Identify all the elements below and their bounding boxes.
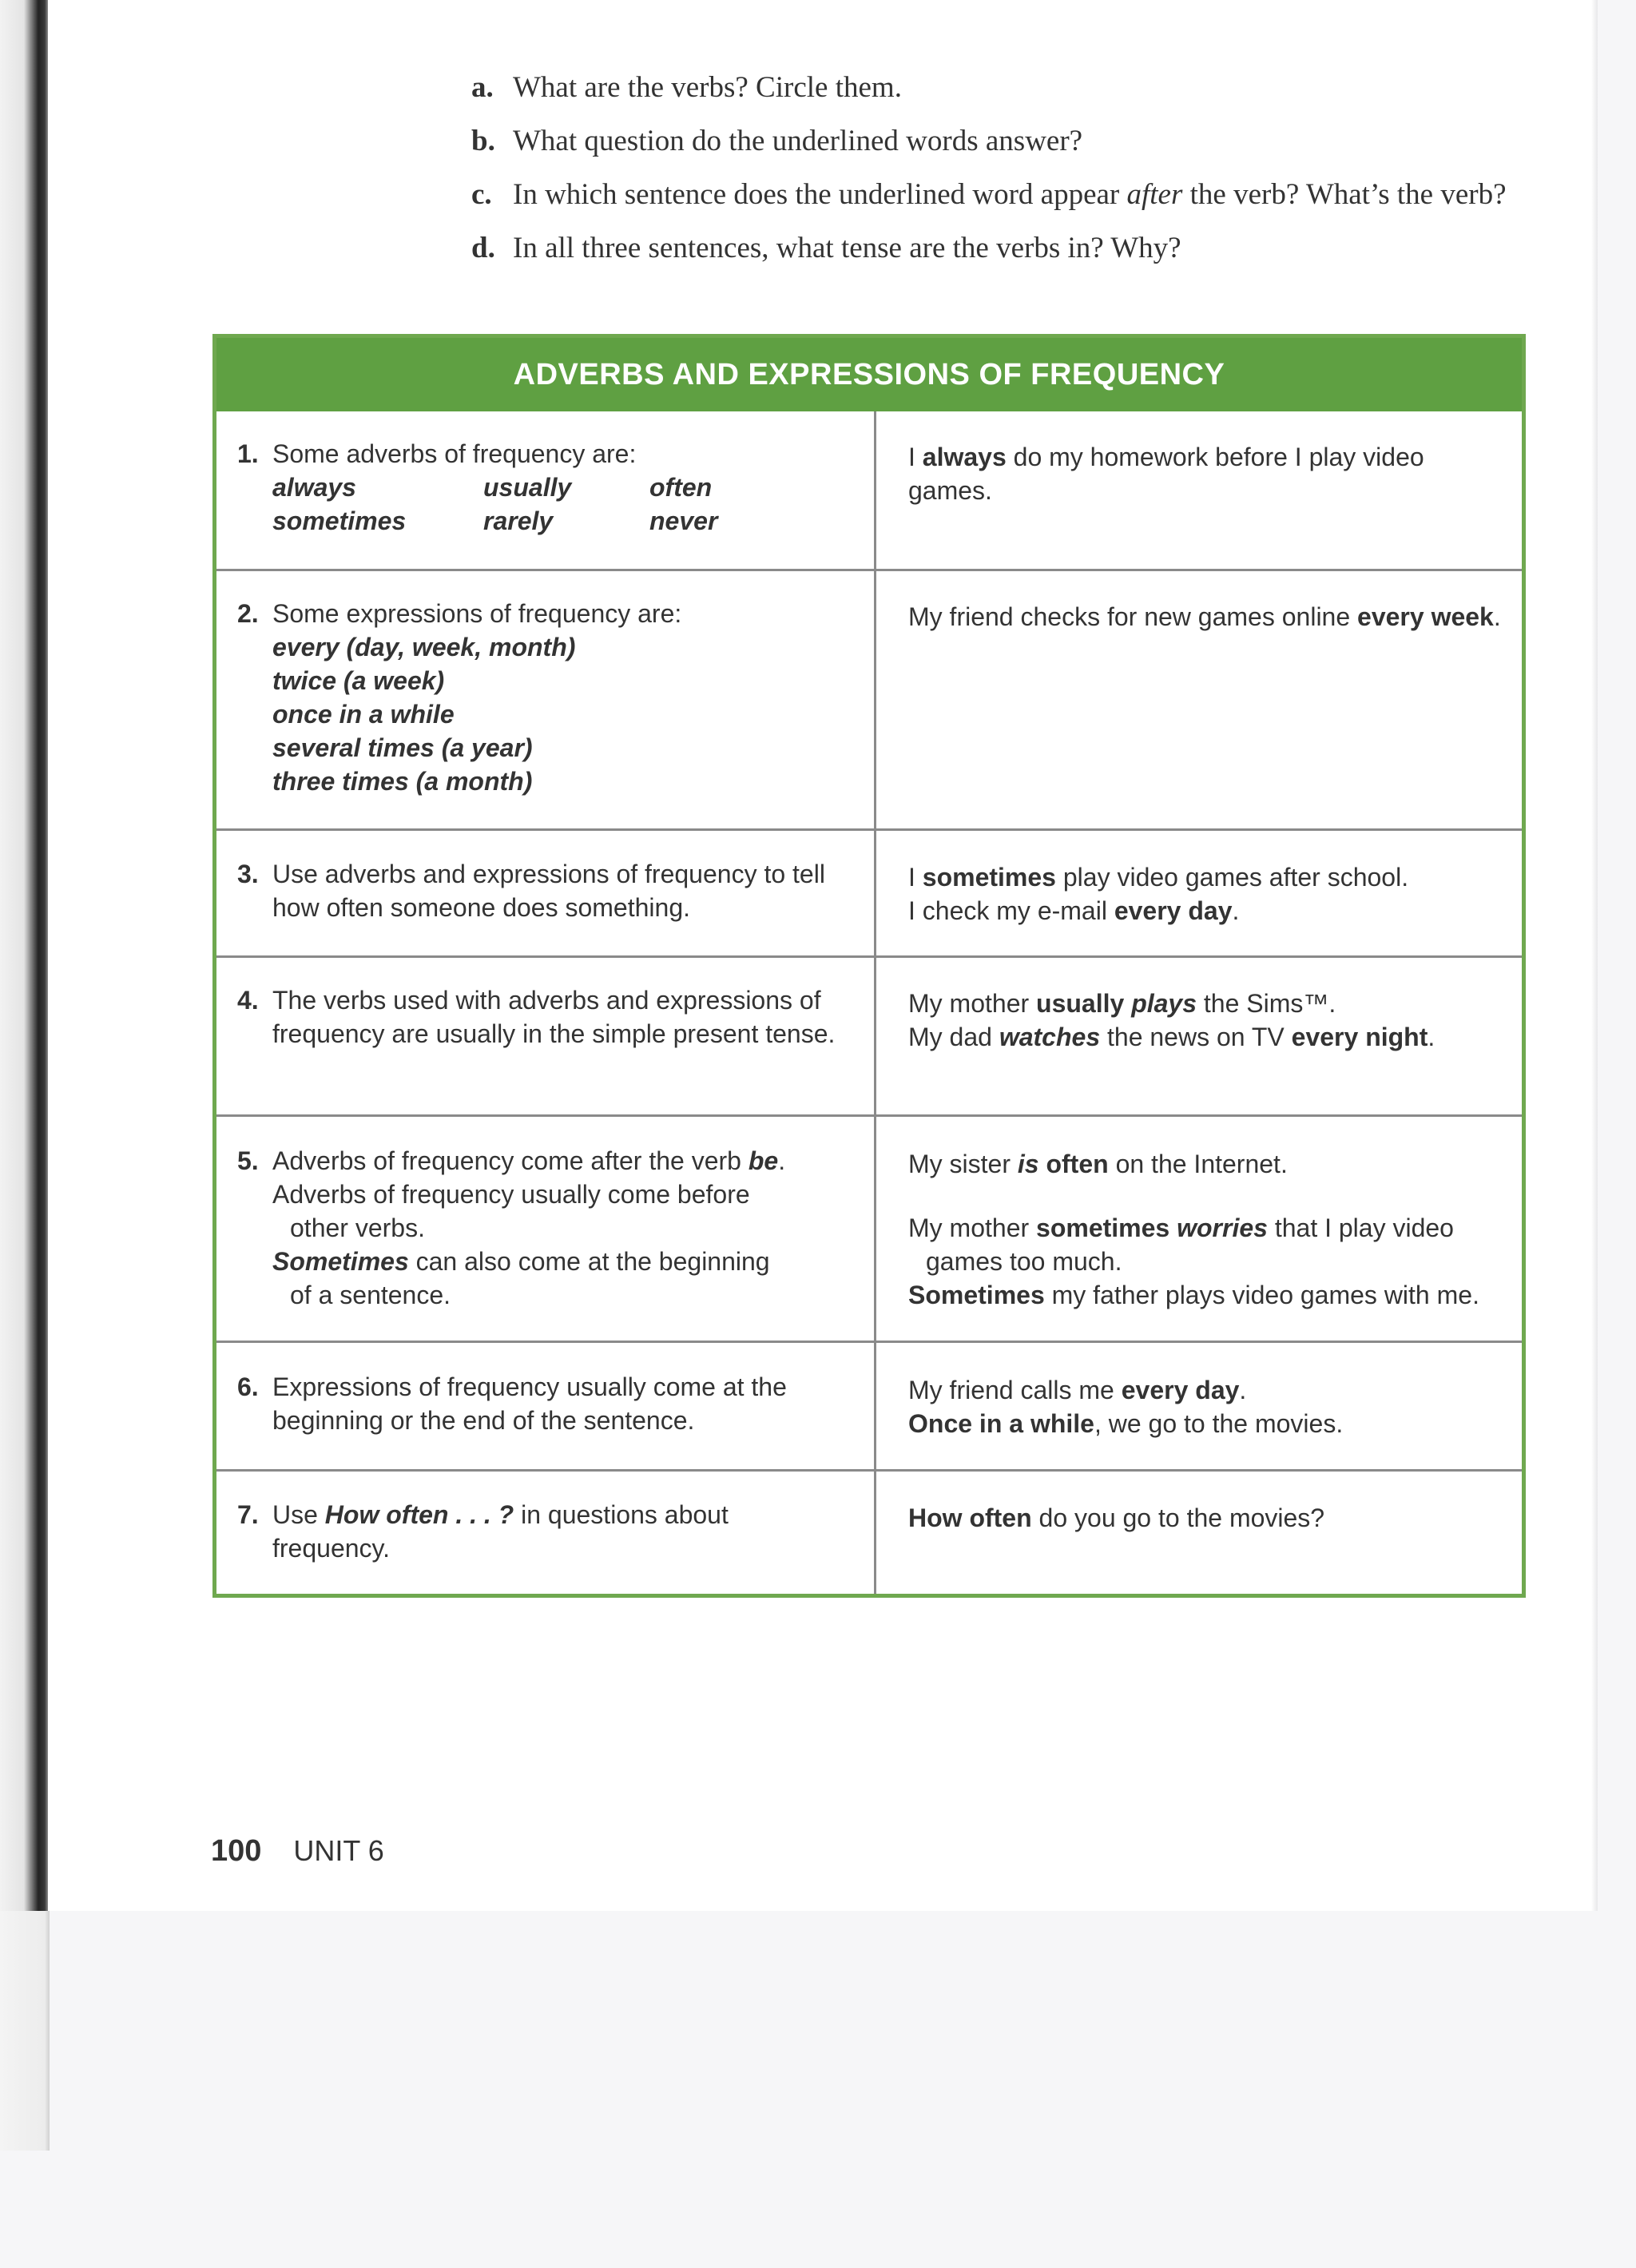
- expression: every (day, week, month): [272, 633, 576, 661]
- example-line: [908, 1147, 1507, 1181]
- example-bold: always: [922, 443, 1007, 471]
- question-text-italic: after: [1126, 178, 1183, 211]
- example-text: .: [1493, 602, 1501, 631]
- example-text: My dad: [908, 1023, 999, 1051]
- example-bold-italic: plays: [1131, 989, 1197, 1018]
- example-1: [908, 440, 1507, 507]
- example-line: [908, 860, 1507, 894]
- chart-title: ADVERBS AND EXPRESSIONS OF FREQUENCY: [216, 338, 1522, 411]
- rule-line: [272, 1245, 848, 1278]
- rule-4: [237, 983, 848, 1051]
- adverb: never: [649, 506, 718, 535]
- example-text: My mother: [908, 989, 1037, 1018]
- example-text: I: [908, 863, 923, 892]
- example-spacer: [908, 1181, 1507, 1211]
- rule-text: Some adverbs of frequency are:: [272, 439, 637, 468]
- rule-bold-italic: How often . . . ?: [324, 1500, 514, 1529]
- example-text: I check my e-mail: [908, 896, 1114, 925]
- example-text: , we go to the movies.: [1094, 1409, 1344, 1438]
- rule-number: 4.: [237, 986, 259, 1015]
- example-text: .: [1428, 1023, 1435, 1051]
- example-line: [908, 894, 1507, 927]
- question-letter: c.: [471, 178, 492, 211]
- rule-line: [272, 1498, 848, 1565]
- rule-text: Expressions of frequency usually come at the beginning or the end of the sentence.: [272, 1372, 787, 1435]
- rule-number: 3.: [237, 860, 259, 888]
- rule-text: Use: [272, 1500, 325, 1529]
- expression: twice (a week): [272, 666, 445, 695]
- expression: three times (a month): [272, 767, 533, 796]
- page-right-edge: [1591, 0, 1598, 1911]
- question-letter: b.: [471, 125, 495, 157]
- rule-1: [237, 437, 848, 538]
- example-text: do my homework before I play video games.: [908, 443, 1424, 505]
- example-bold: Sometimes: [908, 1281, 1045, 1309]
- row-divider: [216, 828, 1522, 831]
- example-line: [908, 1211, 1507, 1245]
- adverb-list: [272, 471, 848, 538]
- example-text: I: [908, 443, 923, 471]
- page-number: 100: [211, 1834, 262, 1868]
- example-line: [908, 1278, 1507, 1312]
- rule-text: in questions about frequency.: [272, 1500, 729, 1563]
- book-spine-shadow: [0, 0, 48, 1911]
- grammar-chart: [212, 334, 1526, 1598]
- example-7: [908, 1501, 1507, 1535]
- adverb: sometimes: [272, 506, 407, 535]
- example-text: my father plays video games with me.: [1044, 1281, 1479, 1309]
- example-6: [908, 1373, 1507, 1440]
- example-bold: every day: [1121, 1376, 1240, 1404]
- example-text: on the Internet.: [1108, 1150, 1288, 1178]
- question-a: [471, 70, 1510, 105]
- adverb: always: [272, 473, 356, 502]
- rule-line: Adverbs of frequency usually come before: [272, 1180, 750, 1209]
- question-text: [513, 177, 1510, 212]
- example-line: [908, 1020, 1507, 1054]
- example-4: [908, 987, 1507, 1054]
- rule-bold: be: [748, 1146, 779, 1175]
- question-c: [471, 177, 1510, 212]
- expression: once in a while: [272, 700, 455, 729]
- example-bold: usually: [1036, 989, 1125, 1018]
- rule-text: Use adverbs and expressions of frequency to tell how often someone does something.: [272, 860, 825, 922]
- adverb: rarely: [483, 506, 554, 535]
- example-text: My sister: [908, 1150, 1018, 1178]
- question-d: [471, 231, 1510, 265]
- question-letter: a.: [471, 71, 494, 104]
- example-bold: every night: [1291, 1023, 1428, 1051]
- row-divider: [216, 955, 1522, 958]
- book-spine-lower: [0, 1911, 50, 2151]
- row-divider: [216, 1114, 1522, 1117]
- row-divider: [216, 1469, 1522, 1472]
- row-divider: [216, 569, 1522, 571]
- example-bold: sometimes: [922, 863, 1056, 892]
- example-text: play video games after school.: [1055, 863, 1409, 892]
- adverb: often: [649, 473, 713, 502]
- rule-number: 2.: [237, 599, 259, 628]
- row-divider: [216, 1341, 1522, 1343]
- example-bold: every day: [1114, 896, 1233, 925]
- page-footer: [211, 1834, 384, 1869]
- example-line: [908, 1373, 1507, 1407]
- rule-line: other verbs.: [290, 1213, 425, 1242]
- example-line: games too much.: [926, 1247, 1122, 1276]
- example-text: the Sims™.: [1197, 989, 1336, 1018]
- question-letter: d.: [471, 232, 495, 264]
- rule-7: [237, 1498, 848, 1565]
- example-text: the news on TV: [1100, 1023, 1292, 1051]
- rule-number: 1.: [237, 439, 259, 468]
- rule-number: 7.: [237, 1500, 259, 1529]
- unit-label: UNIT 6: [293, 1834, 384, 1867]
- example-bold: How often: [908, 1503, 1032, 1532]
- question-list: [471, 70, 1510, 284]
- rule-text: The verbs used with adverbs and expressions of frequency are usually in the simple present tense.: [272, 986, 836, 1048]
- adverb: usually: [483, 473, 572, 502]
- example-3: [908, 860, 1507, 927]
- example-line: [908, 987, 1507, 1020]
- example-bold: sometimes: [1036, 1213, 1170, 1242]
- example-text: My friend checks for new games online: [908, 602, 1358, 631]
- example-bold-italic: worries: [1177, 1213, 1268, 1242]
- rule-6: [237, 1370, 848, 1437]
- example-2: [908, 600, 1507, 634]
- rule-number: 6.: [237, 1372, 259, 1401]
- rule-line: of a sentence.: [290, 1281, 451, 1309]
- example-text: My mother: [908, 1213, 1037, 1242]
- rule-2: [237, 597, 848, 798]
- example-text: My friend calls me: [908, 1376, 1122, 1404]
- example-text: .: [1239, 1376, 1247, 1404]
- expression: several times (a year): [272, 733, 533, 762]
- example-bold: every week: [1357, 602, 1494, 631]
- rule-bold-italic: Sometimes: [272, 1247, 409, 1276]
- example-line: [908, 1407, 1507, 1440]
- question-text: What question do the underlined words answer?: [513, 125, 1083, 157]
- rule-text: .: [778, 1146, 786, 1175]
- question-text: In all three sentences, what tense are the verbs in? Why?: [513, 232, 1181, 264]
- example-text: .: [1232, 896, 1240, 925]
- column-divider: [874, 411, 876, 1594]
- question-b: [471, 124, 1510, 158]
- example-text: do you go to the movies?: [1031, 1503, 1325, 1532]
- rule-text: Adverbs of frequency come after the verb: [272, 1146, 749, 1175]
- rule-text: can also come at the beginning: [408, 1247, 770, 1276]
- example-text: that I play video: [1267, 1213, 1454, 1242]
- example-bold: often: [1046, 1150, 1109, 1178]
- example-5: [908, 1147, 1507, 1312]
- rule-number: 5.: [237, 1146, 259, 1175]
- rule-3: [237, 857, 848, 924]
- rule-5: [237, 1144, 848, 1312]
- rule-line: [272, 1144, 848, 1178]
- example-bold: Once in a while: [908, 1409, 1094, 1438]
- question-text-part: the verb? What’s the verb?: [1182, 178, 1507, 211]
- example-bold-italic: watches: [999, 1023, 1101, 1051]
- question-text: What are the verbs? Circle them.: [513, 71, 902, 104]
- question-text-part: In which sentence does the underlined word appear: [513, 178, 1127, 211]
- example-bold-italic: is: [1017, 1150, 1039, 1178]
- rule-text: Some expressions of frequency are:: [272, 599, 682, 628]
